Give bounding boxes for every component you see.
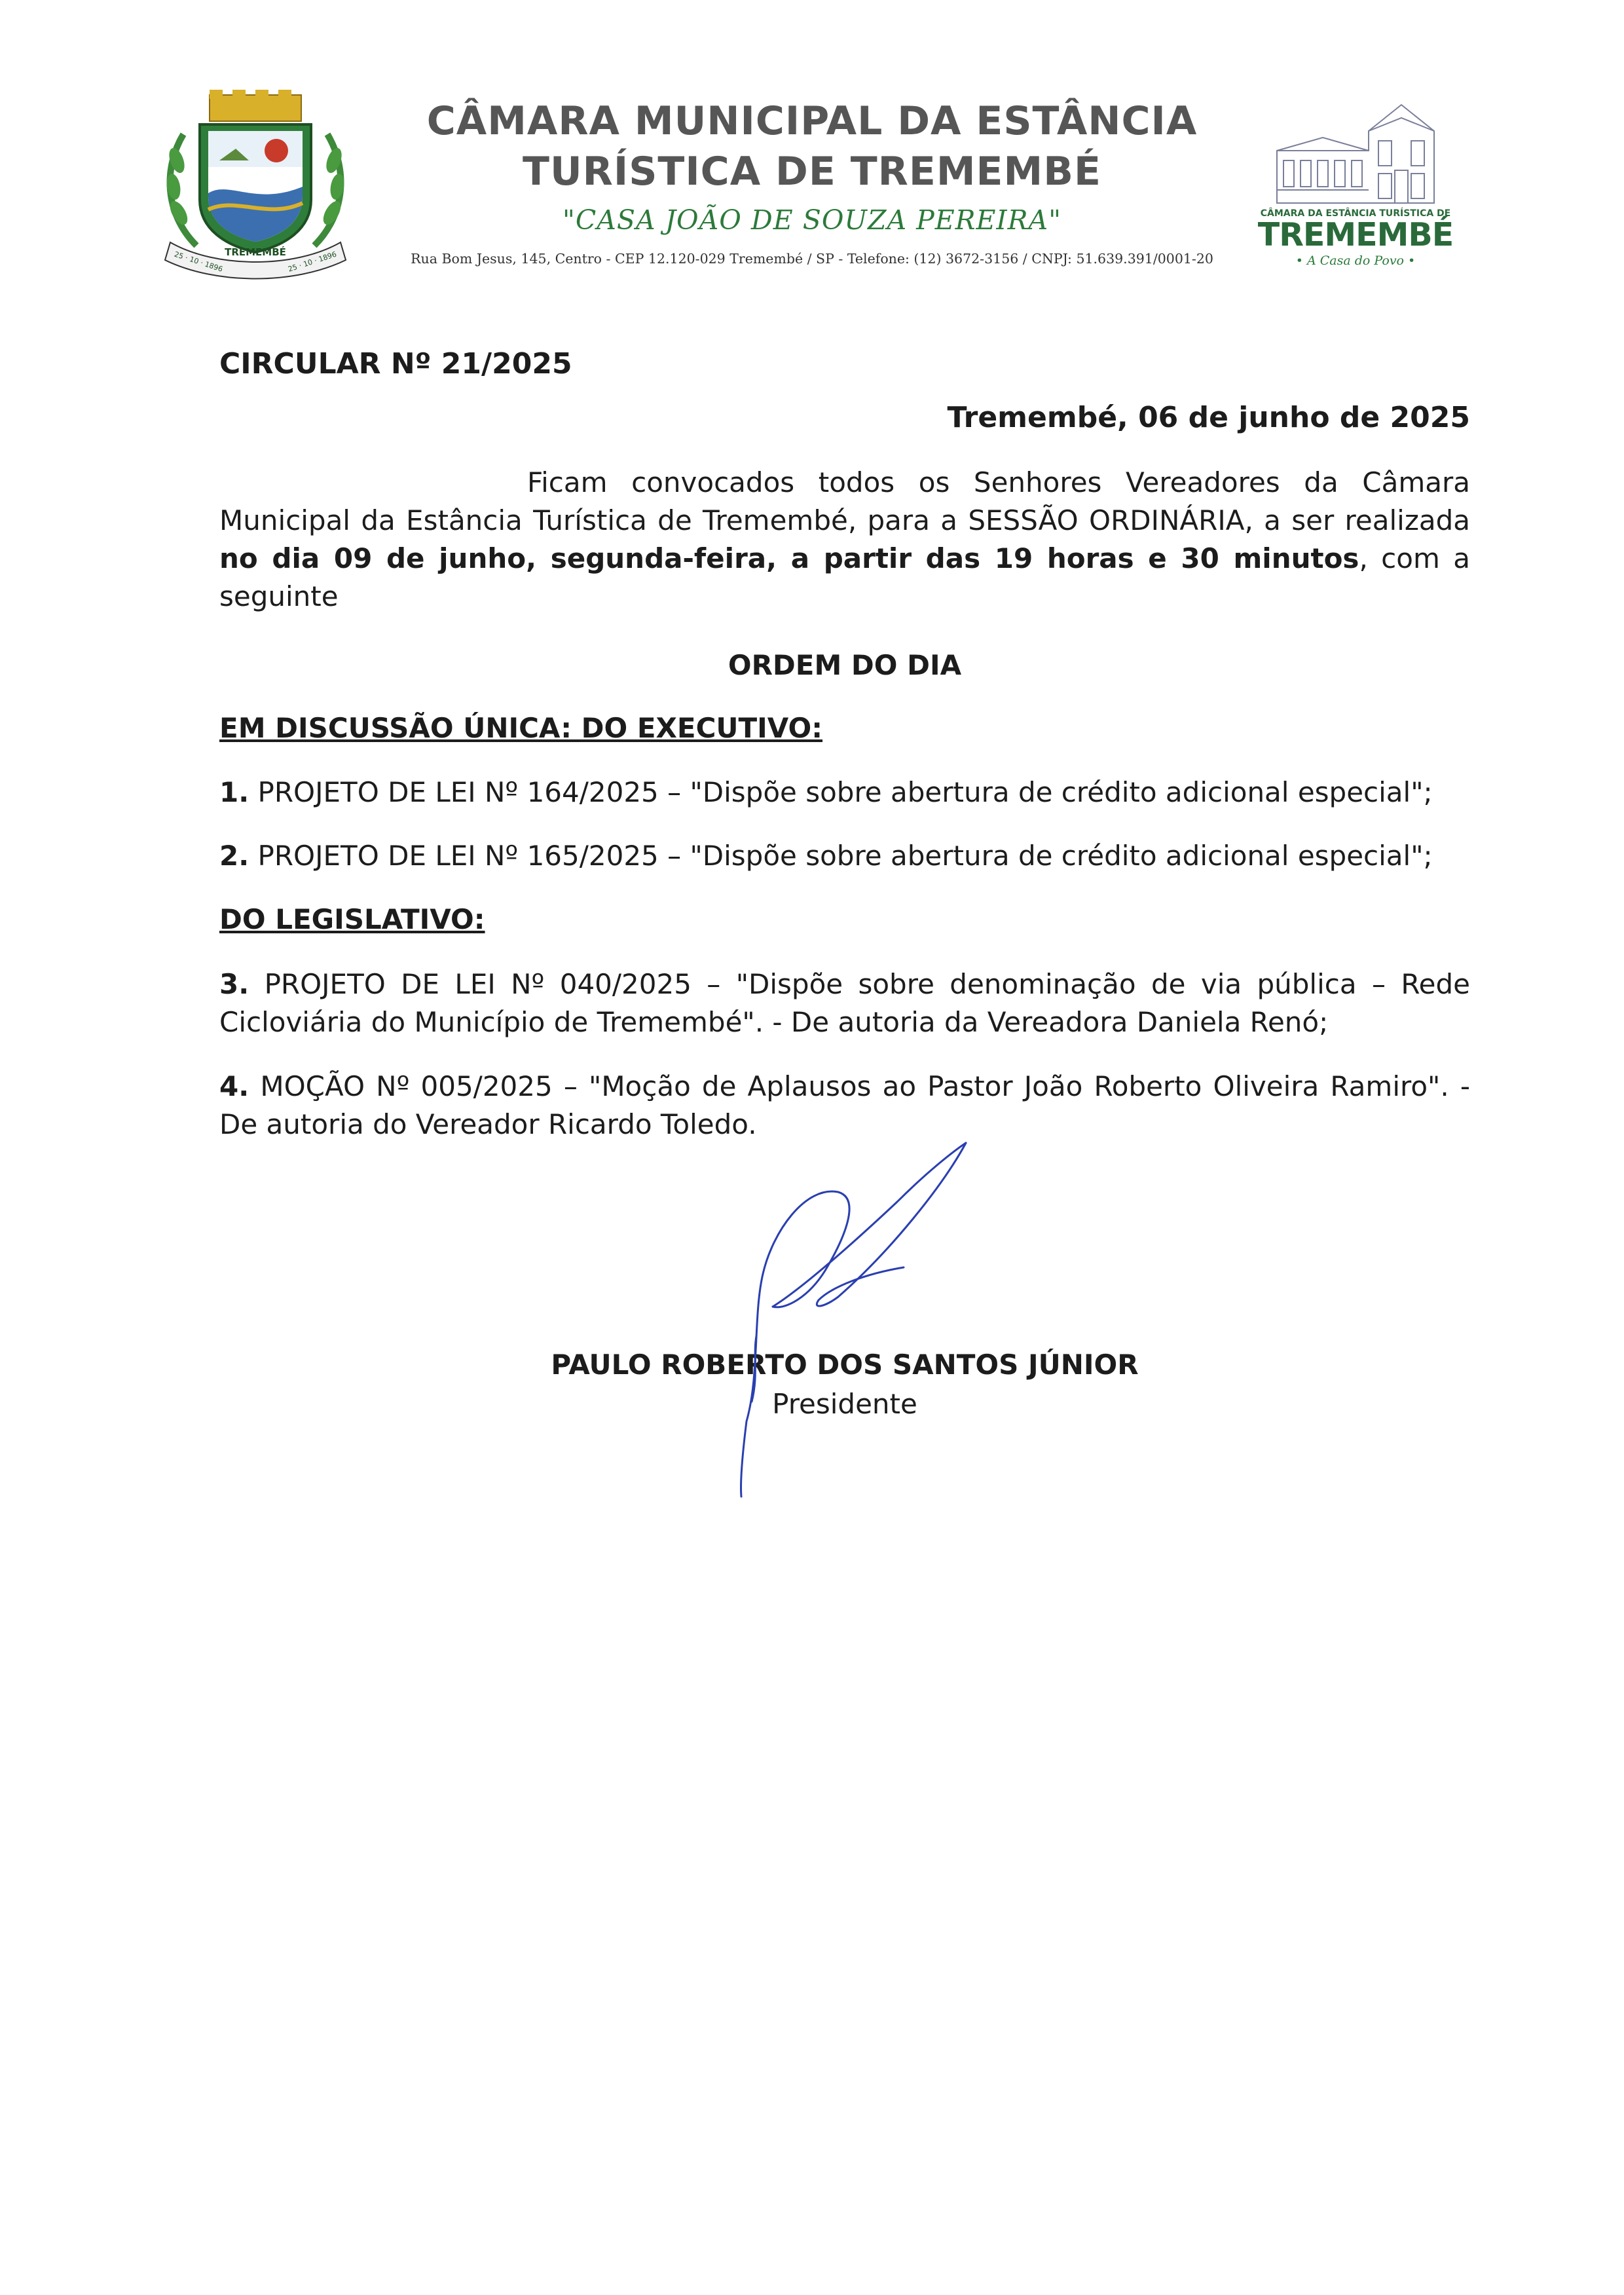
agenda-item-number: 4.	[219, 1070, 249, 1102]
org-address: Rua Bom Jesus, 145, Centro - CEP 12.120-029 Tremembé / SP - Telefone: (12) 3672-3156 / CNPJ: 51.639.391/0001-20	[411, 251, 1213, 267]
agenda-item-text: PROJETO DE LEI Nº 165/2025 – "Dispõe sobre abertura de crédito adicional especial";	[257, 840, 1433, 872]
org-subtitle: "CASA JOÃO DE SOUZA PEREIRA"	[563, 204, 1061, 236]
crest-left-year: 25 · 10 · 1896	[173, 250, 224, 274]
agenda-item	[219, 965, 1470, 1041]
agenda-item-number: 3.	[219, 968, 249, 1000]
signer-role: Presidente	[772, 1388, 917, 1420]
agenda-item-number: 1.	[219, 776, 249, 808]
agenda-item	[219, 1068, 1470, 1144]
agenda-item-text: PROJETO DE LEI Nº 164/2025 – "Dispõe sobre abertura de crédito adicional especial";	[257, 776, 1433, 808]
chamber-building-logo	[1270, 92, 1441, 206]
municipal-coat-of-arms	[157, 88, 354, 285]
org-name-line1: CÂMARA MUNICIPAL DA ESTÂNCIA	[426, 98, 1198, 144]
ordem-do-dia-heading: ORDEM DO DIA	[728, 649, 962, 681]
intro-text-bold: no dia 09 de junho, segunda-feira, a partir das 19 horas e 30 minutos	[219, 542, 1359, 574]
logo-main-text: TREMEMBÉ	[1257, 216, 1454, 253]
agenda-item	[219, 837, 1470, 875]
crest-banner-text: TREMEMBÉ	[225, 246, 286, 258]
logo-top-text: CÂMARA DA ESTÂNCIA TURÍSTICA DE	[1260, 208, 1451, 219]
section-heading-executivo: EM DISCUSSÃO ÚNICA: DO EXECUTIVO:	[219, 712, 823, 744]
document-title: CIRCULAR Nº 21/2025	[219, 347, 572, 381]
handwritten-signature	[733, 1140, 982, 1506]
org-name-line2: TURÍSTICA DE TREMEMBÉ	[523, 149, 1101, 195]
intro-text-2: , com a seguinte	[219, 542, 1470, 612]
agenda-item	[219, 774, 1470, 812]
intro-paragraph	[219, 464, 1470, 616]
section-heading-legislativo: DO LEGISLATIVO:	[219, 903, 485, 935]
agenda-item-text: PROJETO DE LEI Nº 040/2025 – "Dispõe sobre denominação de via pública – Rede Cicloviária do Município de Tremembé". - De autoria da Vereadora Daniela Renó;	[219, 968, 1470, 1038]
logo-tagline: • A Casa do Povo •	[1295, 253, 1416, 268]
agenda-item-number: 2.	[219, 840, 249, 872]
agenda-item-text: MOÇÃO Nº 005/2025 – "Moção de Aplausos ao Pastor João Roberto Oliveira Ramiro". - De autoria do Vereador Ricardo Toledo.	[219, 1070, 1471, 1140]
intro-text-1: Ficam convocados todos os Senhores Vereadores da Câmara Municipal da Estância Turística de Tremembé, para a SESSÃO ORDINÁRIA, a ser realizada	[219, 466, 1470, 536]
signer-name: PAULO ROBERTO DOS SANTOS JÚNIOR	[551, 1349, 1139, 1381]
document-date: Tremembé, 06 de junho de 2025	[947, 401, 1470, 434]
crest-right-year: 25 · 10 · 1896	[287, 250, 338, 274]
